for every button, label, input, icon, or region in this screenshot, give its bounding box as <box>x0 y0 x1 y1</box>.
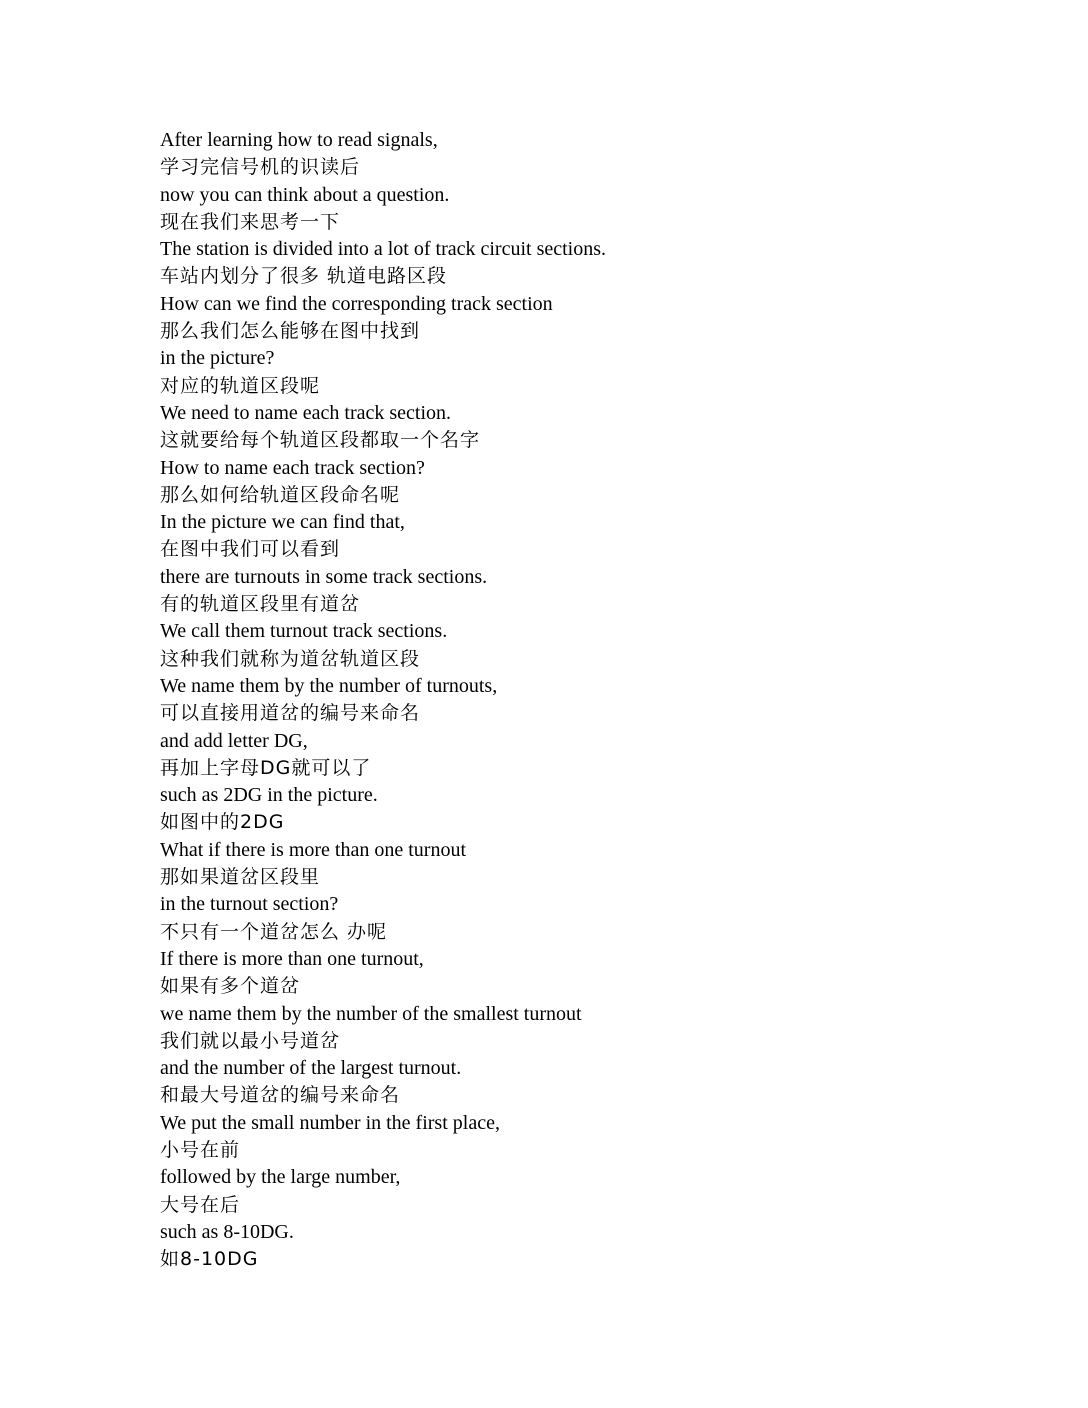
english-subtitle-line: we name them by the number of the smallest turnout <box>160 1002 582 1025</box>
chinese-subtitle-line: 车站内划分了很多 轨道电路区段 <box>160 265 448 288</box>
english-subtitle-line: What if there is more than one turnout <box>160 838 467 861</box>
english-subtitle-line: If there is more than one turnout, <box>160 947 424 970</box>
english-subtitle-line: After learning how to read signals, <box>160 129 438 151</box>
chinese-subtitle-line: 那么我们怎么能够在图中找到 <box>160 320 421 343</box>
chinese-subtitle-line: 如8-10DG <box>160 1248 259 1271</box>
english-subtitle-line: now you can think about a question. <box>160 183 450 206</box>
english-subtitle-line: and add letter DG, <box>160 729 308 752</box>
chinese-subtitle-line: 如果有多个道岔 <box>160 975 301 998</box>
english-subtitle-line: In the picture we can find that, <box>160 511 405 534</box>
english-subtitle-line: We call them turnout track sections. <box>160 620 448 643</box>
english-subtitle-line: How to name each track section? <box>160 456 425 479</box>
chinese-subtitle-line: 可以直接用道岔的编号来命名 <box>160 702 421 725</box>
english-subtitle-line: in the turnout section? <box>160 893 339 916</box>
english-subtitle-line: We name them by the number of turnouts, <box>160 674 498 697</box>
english-subtitle-line: such as 8-10DG. <box>160 1220 294 1243</box>
english-subtitle-line: We need to name each track section. <box>160 401 452 424</box>
english-subtitle-line: in the picture? <box>160 347 275 370</box>
chinese-subtitle-line: 有的轨道区段里有道岔 <box>160 593 361 616</box>
english-subtitle-line: The station is divided into a lot of track circuit sections. <box>160 238 607 261</box>
chinese-subtitle-line: 对应的轨道区段呢 <box>160 374 321 397</box>
chinese-subtitle-line: 学习完信号机的识读后 <box>160 156 361 179</box>
chinese-subtitle-line: 大号在后 <box>160 1193 241 1216</box>
english-subtitle-line: there are turnouts in some track sections. <box>160 565 488 588</box>
chinese-subtitle-line: 这种我们就称为道岔轨道区段 <box>160 647 421 670</box>
chinese-subtitle-line: 这就要给每个轨道区段都取一个名字 <box>160 429 481 452</box>
english-subtitle-line: and the number of the largest turnout. <box>160 1057 462 1080</box>
chinese-subtitle-line: 和最大号道岔的编号来命名 <box>160 1084 401 1107</box>
chinese-subtitle-line: 那如果道岔区段里 <box>160 866 321 889</box>
chinese-subtitle-line: 不只有一个道岔怎么 办呢 <box>160 920 388 943</box>
document-body <box>160 127 1040 1273</box>
chinese-subtitle-line: 我们就以最小号道岔 <box>160 1029 341 1052</box>
chinese-subtitle-line: 在图中我们可以看到 <box>160 538 341 561</box>
english-subtitle-line: How can we find the corresponding track section <box>160 292 553 315</box>
chinese-subtitle-line: 如图中的2DG <box>160 811 285 834</box>
chinese-subtitle-line: 那么如何给轨道区段命名呢 <box>160 483 401 506</box>
english-subtitle-line: followed by the large number, <box>160 1166 401 1189</box>
english-subtitle-line: such as 2DG in the picture. <box>160 784 378 807</box>
chinese-subtitle-line: 现在我们来思考一下 <box>160 210 341 233</box>
chinese-subtitle-line: 再加上字母DG就可以了 <box>160 756 372 779</box>
chinese-subtitle-line: 小号在前 <box>160 1138 241 1161</box>
english-subtitle-line: We put the small number in the first place, <box>160 1111 500 1134</box>
